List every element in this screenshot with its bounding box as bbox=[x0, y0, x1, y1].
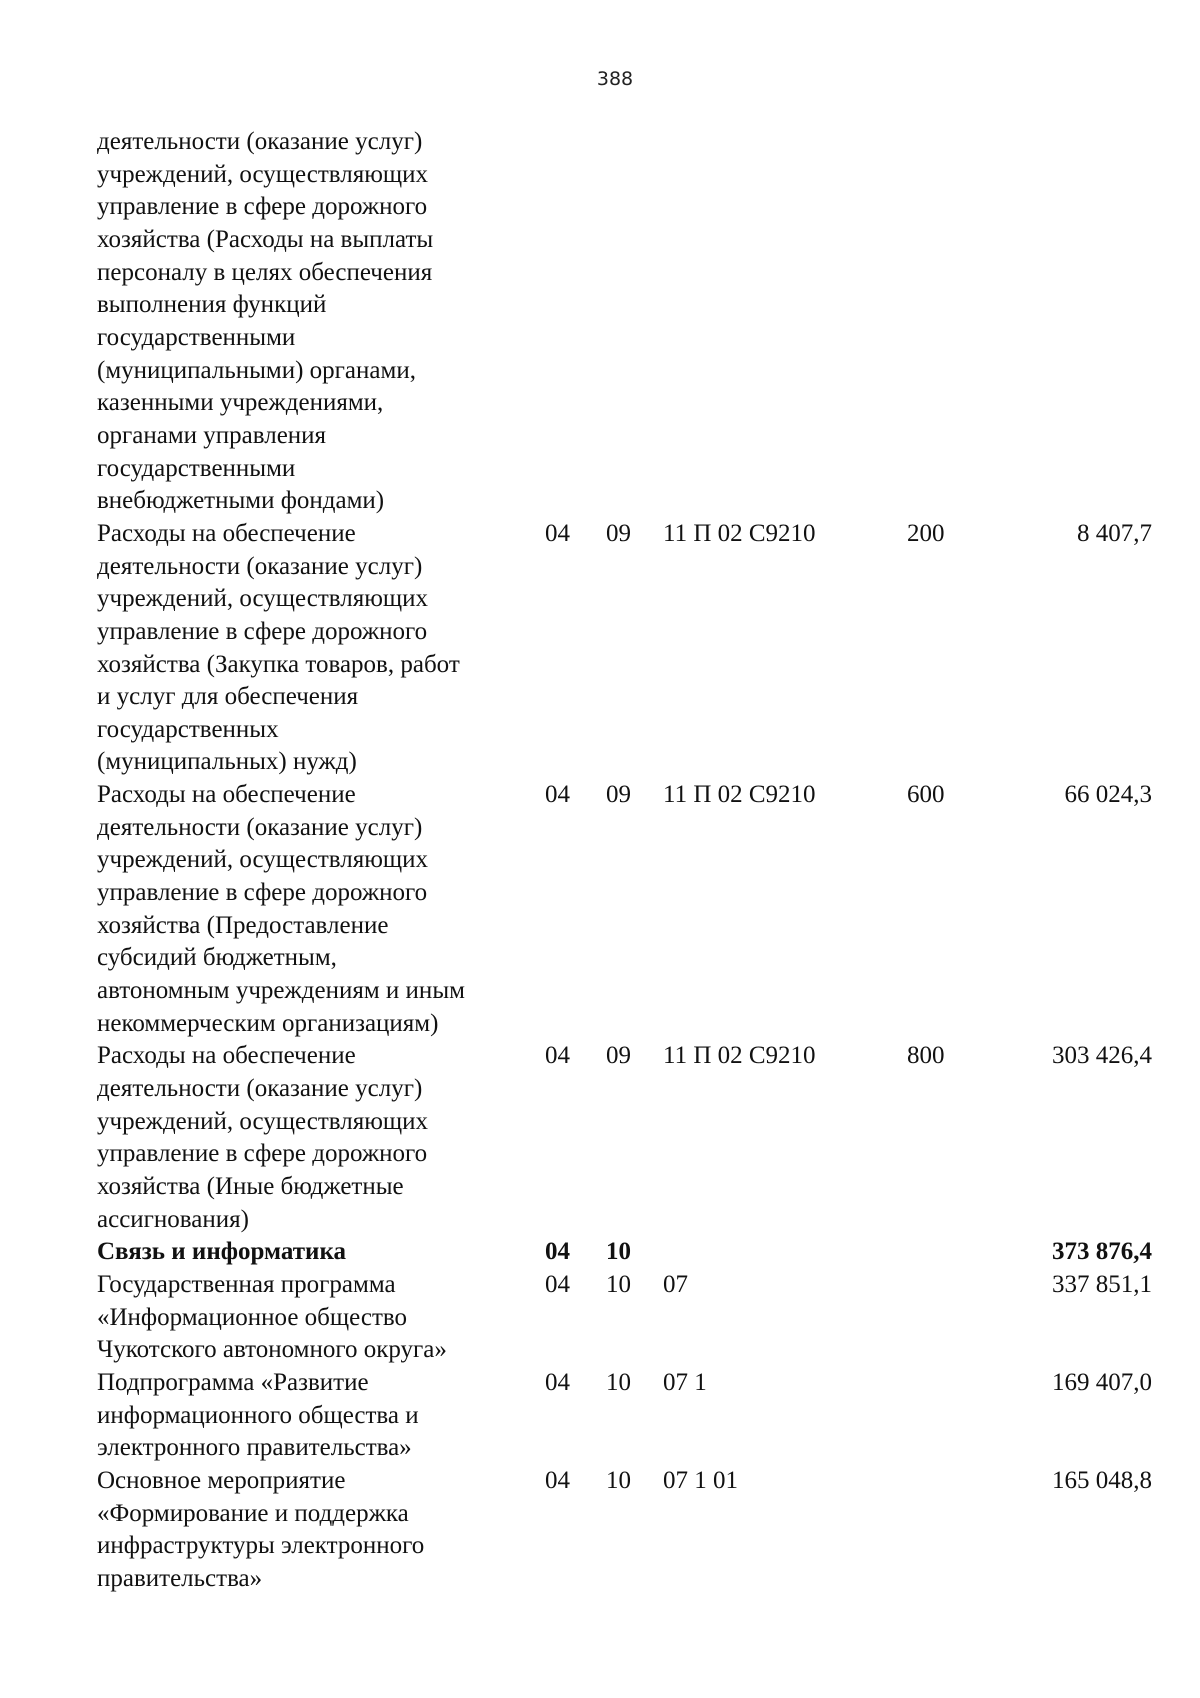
item-description bbox=[97, 1236, 545, 1269]
description-line: Основное мероприятие bbox=[97, 1466, 346, 1494]
section-code: 04 bbox=[545, 519, 570, 547]
section-code: 04 bbox=[545, 1270, 570, 1298]
description-line: (муниципальными) органами, bbox=[97, 356, 416, 384]
description-line: управление в сфере дорожного bbox=[97, 1140, 428, 1168]
item-description bbox=[97, 1269, 545, 1367]
description-line: хозяйства (Расходы на выплаты bbox=[97, 225, 434, 253]
section-code: 04 bbox=[545, 781, 570, 809]
expense-type-code bbox=[907, 1269, 987, 1367]
item-description bbox=[97, 779, 545, 1040]
expense-type-code bbox=[907, 126, 987, 518]
amount-value: 303 426,4 bbox=[1052, 1042, 1152, 1070]
description-line: Подпрограмма «Развитие bbox=[97, 1368, 369, 1396]
page-number: 388 bbox=[596, 68, 634, 90]
description-line: правительства» bbox=[97, 1564, 263, 1592]
target-item-code: 11 П 02 С9210 bbox=[663, 519, 816, 547]
description-line: органами управления bbox=[97, 421, 327, 449]
amount-value: 66 024,3 bbox=[1064, 781, 1152, 809]
description-line: «Формирование и поддержка bbox=[97, 1499, 409, 1527]
description-line: Расходы на обеспечение bbox=[97, 781, 356, 809]
item-description bbox=[97, 126, 545, 518]
expense-type-code bbox=[907, 1465, 987, 1596]
target-item-code: 07 bbox=[663, 1270, 688, 1298]
description-line: автономным учреждениям и иным bbox=[97, 977, 465, 1005]
description-line: хозяйства (Предоставление bbox=[97, 911, 389, 939]
section-heading-row bbox=[97, 1236, 1152, 1269]
description-line: учреждений, осуществляющих bbox=[97, 585, 429, 613]
target-item-code bbox=[663, 126, 907, 518]
table-row bbox=[97, 1040, 1152, 1236]
target-item-code: 11 П 02 С9210 bbox=[663, 781, 816, 809]
description-line: ассигнования) bbox=[97, 1205, 249, 1233]
description-line: Расходы на обеспечение bbox=[97, 519, 356, 547]
subsection-code bbox=[606, 126, 663, 518]
description-line: деятельности (оказание услуг) bbox=[97, 813, 423, 841]
section-code bbox=[545, 126, 606, 518]
subsection-code: 10 bbox=[606, 1238, 631, 1266]
description-line: субсидий бюджетным, bbox=[97, 944, 337, 972]
description-line: (муниципальных) нужд) bbox=[97, 748, 357, 776]
description-line: «Информационное общество bbox=[97, 1303, 408, 1331]
expense-type-code: 800 bbox=[907, 1042, 945, 1070]
description-line: учреждений, осуществляющих bbox=[97, 846, 429, 874]
description-line: хозяйства (Закупка товаров, работ bbox=[97, 650, 460, 678]
description-line: некоммерческим организациям) bbox=[97, 1009, 439, 1037]
subsection-code: 10 bbox=[606, 1368, 631, 1396]
description-line: инфраструктуры электронного bbox=[97, 1532, 425, 1560]
table-row bbox=[97, 518, 1152, 779]
description-line: Чукотского автономного округа» bbox=[97, 1336, 447, 1364]
table-row bbox=[97, 779, 1152, 1040]
description-line: государственных bbox=[97, 715, 279, 743]
description-line: казенными учреждениями, bbox=[97, 389, 384, 417]
subsection-code: 10 bbox=[606, 1270, 631, 1298]
amount-value: 169 407,0 bbox=[1052, 1368, 1152, 1396]
item-description bbox=[97, 1367, 545, 1465]
subsection-code: 09 bbox=[606, 1042, 631, 1070]
amount-value: 373 876,4 bbox=[1052, 1238, 1152, 1266]
description-line: Расходы на обеспечение bbox=[97, 1042, 356, 1070]
section-code: 04 bbox=[545, 1368, 570, 1396]
subsection-code: 10 bbox=[606, 1466, 631, 1494]
amount-value: 8 407,7 bbox=[1077, 519, 1152, 547]
table-row bbox=[97, 126, 1152, 518]
description-line: и услуг для обеспечения bbox=[97, 683, 359, 711]
description-line: учреждений, осуществляющих bbox=[97, 160, 429, 188]
amount-value bbox=[987, 126, 1152, 518]
description-line: государственными bbox=[97, 454, 296, 482]
description-line: Связь и информатика bbox=[97, 1238, 346, 1266]
description-line: хозяйства (Иные бюджетные bbox=[97, 1173, 404, 1200]
table-row bbox=[97, 1269, 1152, 1367]
budget-table bbox=[97, 126, 1152, 1596]
description-line: государственными bbox=[97, 323, 296, 351]
description-line: внебюджетными фондами) bbox=[97, 487, 385, 515]
expense-type-code bbox=[907, 1236, 987, 1269]
section-code: 04 bbox=[545, 1042, 570, 1070]
target-item-code: 11 П 02 С9210 bbox=[663, 1042, 816, 1070]
subsection-code: 09 bbox=[606, 519, 631, 547]
target-item-code: 07 1 bbox=[663, 1368, 707, 1396]
item-description bbox=[97, 1040, 545, 1236]
section-code: 04 bbox=[545, 1466, 570, 1494]
description-line: управление в сфере дорожного bbox=[97, 879, 428, 907]
description-line: электронного правительства» bbox=[97, 1434, 412, 1462]
description-line: информационного общества и bbox=[97, 1401, 419, 1429]
subsection-code: 09 bbox=[606, 781, 631, 809]
expense-type-code bbox=[907, 1367, 987, 1465]
description-line: персоналу в целях обеспечения bbox=[97, 258, 433, 286]
description-line: деятельности (оказание услуг) bbox=[97, 552, 423, 580]
description-line: учреждений, осуществляющих bbox=[97, 1107, 429, 1135]
expense-type-code: 600 bbox=[907, 781, 945, 809]
table-row bbox=[97, 1465, 1152, 1596]
amount-value: 165 048,8 bbox=[1052, 1466, 1152, 1494]
item-description bbox=[97, 1465, 545, 1596]
expense-type-code: 200 bbox=[907, 519, 945, 547]
description-line: управление в сфере дорожного bbox=[97, 617, 428, 645]
target-item-code bbox=[663, 1236, 907, 1269]
description-line: Государственная программа bbox=[97, 1270, 396, 1298]
section-code: 04 bbox=[545, 1238, 570, 1266]
item-description bbox=[97, 518, 545, 779]
table-row bbox=[97, 1367, 1152, 1465]
target-item-code: 07 1 01 bbox=[663, 1466, 738, 1494]
description-line: деятельности (оказание услуг) bbox=[97, 128, 423, 155]
description-line: деятельности (оказание услуг) bbox=[97, 1075, 423, 1103]
description-line: выполнения функций bbox=[97, 291, 327, 319]
description-line: управление в сфере дорожного bbox=[97, 193, 428, 221]
amount-value: 337 851,1 bbox=[1052, 1270, 1152, 1298]
